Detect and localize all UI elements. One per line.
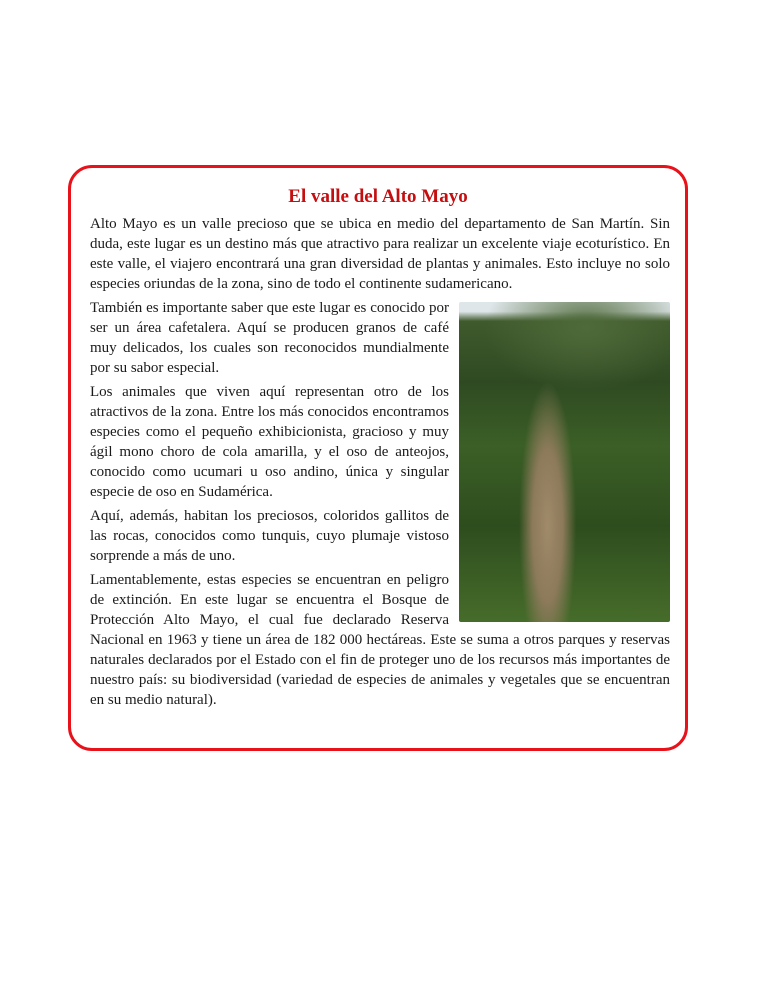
article-box <box>68 165 688 751</box>
paragraph-intro: Alto Mayo es un valle precioso que se ubica en medio del departamento de San Martín. Sin duda, este lugar es un destino más que atractivo para realizar un excelente viaje ecoturístico. En este valle, el viajero encontrará una gran diversidad de plantas y animales. Esto incluye no solo especies oriundas de la zona, sino de todo el continente sudamericano. <box>90 216 670 292</box>
paragraph-reserve: Lamentablemente, estas especies se encuentran en peligro de extinción. En este lugar se encuentra el Bosque de Protección Alto Mayo, el cual fue declarado Reserva Nacional en 1963 y tiene un área de 182 000 hectáreas. Este se suma a otros parques y reservas naturales declarados por el Estado con el fin de proteger uno de los recursos más importantes de nuestro país: su biodiversidad (variedad de especies de animales y vegetales que se encuentran en su medio natural). <box>90 572 670 708</box>
paragraph-coffee: También es importante saber que este lugar es conocido por ser un área cafetalera. Aquí se producen granos de café muy delicados, los cuales son reconocidos mundialmente por su sabor especial. <box>90 300 449 376</box>
article-body <box>90 214 670 714</box>
paragraph-animals: Los animales que viven aquí representan otro de los atractivos de la zona. Entre los más conocidos encontramos especies como el pequeño exhibicionista, gracioso y muy ágil mono choro de cola amarilla, y el oso de anteojos, conocido como ucumari u oso andino, única y singular especie de oso en Sudamérica. <box>90 384 449 500</box>
article-title: El valle del Alto Mayo <box>288 186 468 207</box>
river-valley-photo <box>459 302 670 622</box>
paragraph-birds: Aquí, además, habitan los preciosos, coloridos gallitos de las rocas, conocidos como tunquis, cuyo plumaje vistoso sorprende a más de uno. <box>90 508 449 564</box>
